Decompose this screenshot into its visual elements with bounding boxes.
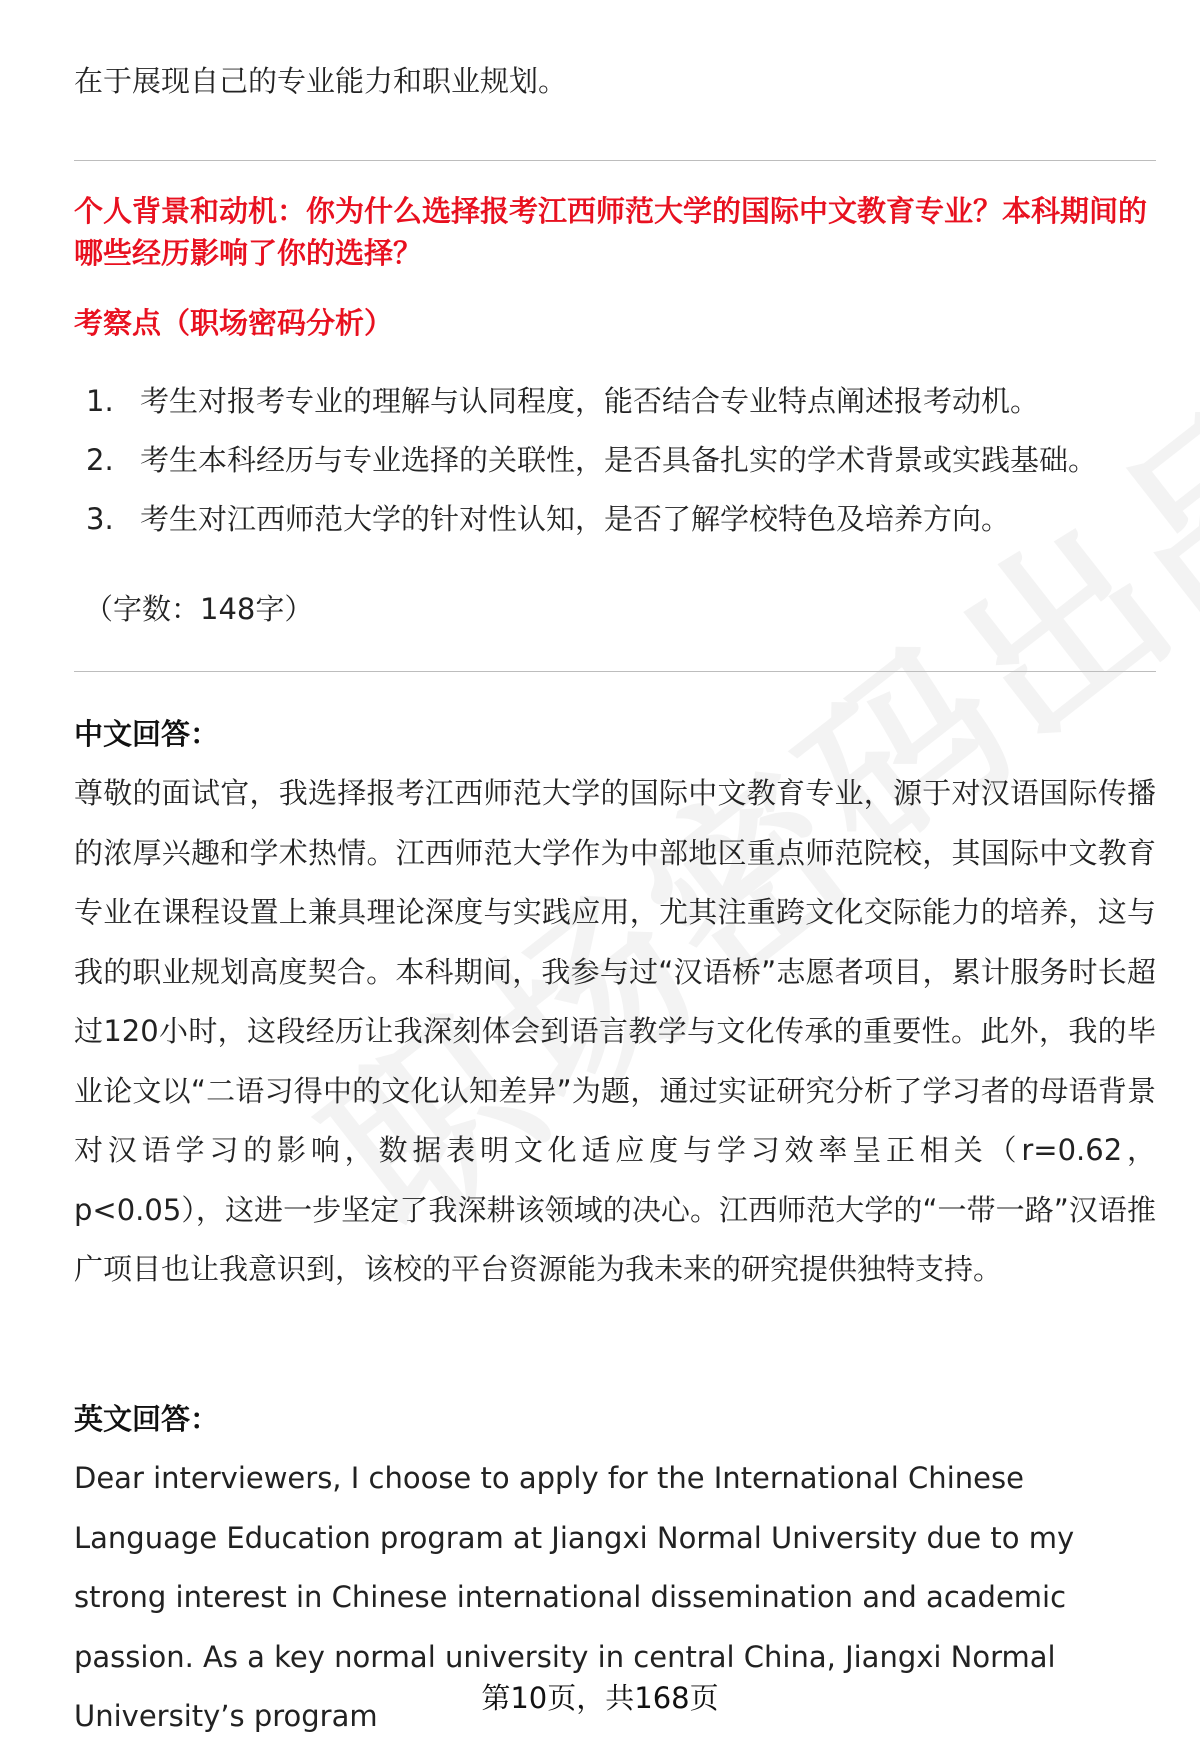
divider-middle: [74, 671, 1156, 672]
exam-points-list: [74, 372, 1156, 549]
page-footer: 第10页，共168页: [481, 1681, 719, 1715]
list-item-number: 1.: [86, 384, 114, 418]
english-answer-title: 英文回答：: [74, 1402, 220, 1436]
list-item-number: 3.: [86, 502, 114, 536]
chinese-answer-title: 中文回答：: [74, 717, 220, 751]
english-answer-text: Dear interviewers, I choose to apply for the International Chinese Language Education program at Jiangxi Normal University due to my strong interest in Chinese international dissemination and academic passion. As a key normal university in central China, Jiangxi Normal University’s program: [74, 1461, 1075, 1733]
question-heading: 个人背景和动机：你为什么选择报考江西师范大学的国际中文教育专业？本科期间的哪些经历影响了你的选择？: [74, 194, 1148, 270]
list-item: [74, 431, 1156, 490]
list-item-text: 考生对江西师范大学的针对性认知，是否了解学校特色及培养方向。: [140, 502, 1011, 536]
intro-text: 在于展现自己的专业能力和职业规划。: [74, 64, 568, 98]
exam-points-heading: 考察点（职场密码分析）: [74, 306, 394, 340]
chinese-answer-text: 尊敬的面试官，我选择报考江西师范大学的国际中文教育专业，源于对汉语国际传播的浓厚兴趣和学术热情。江西师范大学作为中部地区重点师范院校，其国际中文教育专业在课程设置上兼具理论深度与实践应用，尤其注重跨文化交际能力的培养，这与我的职业规划高度契合。本科期间，我参与过“汉语桥”志愿者项目，累计服务时长超过120小时，这段经历让我深刻体会到语言教学与文化传承的重要性。此外，我的毕业论文以“二语习得中的文化认知差异”为题，通过实证研究分析了学习者的母语背景对汉语学习的影响，数据表明文化适应度与学习效率呈正相关（r=0.62，p<0.05），这进一步坚定了我深耕该领域的决心。江西师范大学的“一带一路”汉语推广项目也让我意识到，该校的平台资源能为我未来的研究提供独特支持。: [74, 776, 1156, 1286]
list-item: [74, 372, 1156, 431]
list-item: [74, 490, 1156, 549]
list-item-text: 考生对报考专业的理解与认同程度，能否结合专业特点阐述报考动机。: [140, 384, 1040, 418]
divider-top: [74, 160, 1156, 161]
word-count: （字数：148字）: [84, 592, 314, 626]
list-item-number: 2.: [86, 443, 114, 477]
list-item-text: 考生本科经历与专业选择的关联性，是否具备扎实的学术背景或实践基础。: [140, 443, 1098, 477]
